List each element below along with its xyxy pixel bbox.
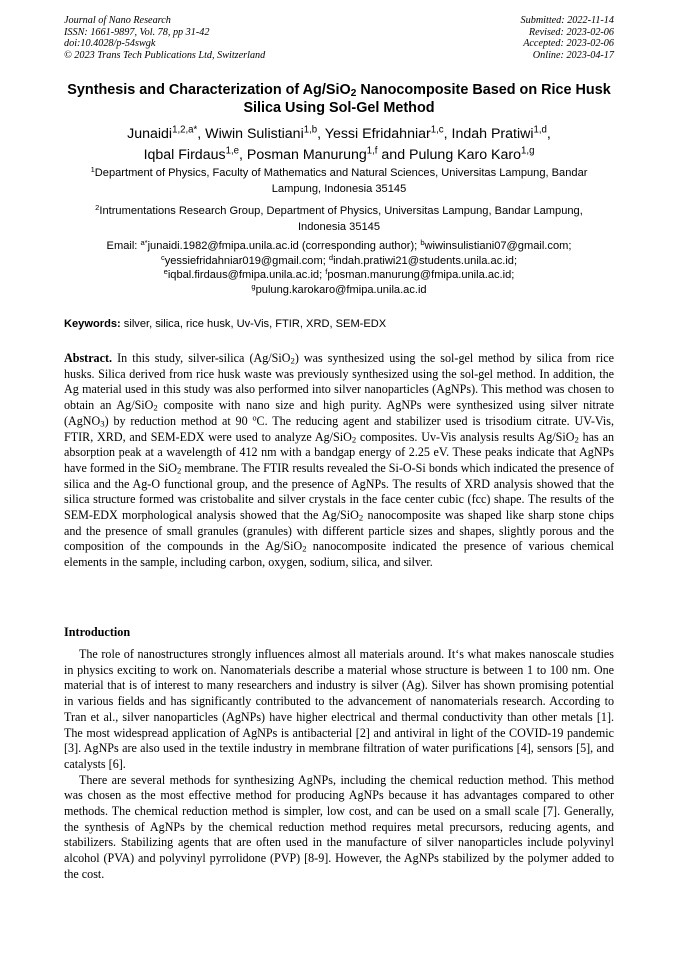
- revised-date: Revised: 2023-02-06: [528, 26, 614, 38]
- email-link[interactable]: pulung.karokaro@fmipa.unila.ac.id: [255, 283, 427, 296]
- accepted-date: Accepted: 2023-02-06: [523, 38, 614, 50]
- email-link[interactable]: posman.manurung@fmipa.unila.ac.id;: [327, 269, 515, 282]
- keywords-label: Keywords:: [64, 318, 121, 330]
- paragraph: There are several methods for synthesizing AgNPs, including the chemical reduction method. This method was chosen as the most effective method for producing AgNPs because it has advantages compared to other methods. The chemical reduction method is simpler, low cost, and can be used on a small scale [7]. Generally, the synthesis of AgNPs by the chemical reduction method requires metal precursors, reducing agents, and stabilizers. Stabilizing agents that are often used in the manufacture of silver nanoparticles include polyvinyl alcohol (PVA) and polyvinyl pyrrolidone (PVP) [8-9]. However, the AgNPs stabilized by the polymer added to the cost.: [64, 772, 614, 881]
- abstract-label: Abstract.: [64, 351, 113, 365]
- email-link[interactable]: iqbal.firdaus@fmipa.unila.ac.id;: [167, 269, 326, 282]
- author-name: Iqbal Firdaus: [143, 147, 226, 163]
- author-name: Pulung Karo Karo: [409, 147, 522, 163]
- journal-name: Journal of Nano Research: [64, 15, 171, 26]
- copyright: © 2023 Trans Tech Publications Ltd, Switzerland: [64, 49, 266, 61]
- doi: doi:10.4028/p-54swgk: [64, 38, 156, 50]
- author-name: Wiwin Sulistiani: [205, 126, 304, 142]
- online-date: Online: 2023-04-17: [532, 49, 614, 61]
- section-heading-introduction: Introduction: [64, 625, 131, 639]
- keywords: [64, 317, 614, 331]
- publication-dates: [521, 15, 614, 61]
- submitted-date: Submitted: 2022-11-14: [520, 15, 614, 26]
- author-name: Junaidi: [127, 126, 173, 142]
- email-link[interactable]: junaidi.1982@fmipa.unila.ac.id (corresponding author);: [147, 240, 421, 252]
- author-name: Indah Pratiwi: [451, 126, 534, 142]
- paragraph: The role of nanostructures strongly influences almost all materials around. It‘s what makes nanoscale studies in physics exciting to work on. Nanomaterials describe a material whose structure is between 1 to 100 nm. One material that is of interest to many researchers and industry is silver (Ag). Silver has shown promising potential in various fields and has significantly contributed to the advancement of nanomaterials research. According to Tran et al., silver nanoparticles (AgNPs) have higher electrical and thermal conductivity than other metals [1]. The most widespread application of AgNPs is antibacterial [2] and antiviral in light of the COVID-19 pandemic [3]. AgNPs are also used in the textile industry in membrane filtration of water purifications [4], sensors [5], and catalysts [6].: [64, 647, 614, 771]
- keywords-text: silver, silica, rice husk, Uv-Vis, FTIR, XRD, SEM-EDX: [120, 318, 387, 330]
- email-link[interactable]: indah.pratiwi21@students.unila.ac.id;: [333, 254, 518, 267]
- introduction-body: [64, 647, 614, 883]
- abstract: Abstract. In this study, silver-silica (Ag/SiO$_2$) was synthesized using the sol-gel method by silica from rice husks. Silica derived from rice husk waste was previously synthesized using the sol-gel method. In addition, the Ag material used in this study was also performed into silver nanoparticles (AgNPs). This method was chosen to obtain an Ag/SiO$_2$ composite with nano size and high purity. AgNPs were synthesized using silver nitrate (AgNO$_3$) by reduction method at 90 $^o$C. The reducing agent and stabilizer used is trisodium citrate. UV-Vis, FTIR, XRD, and SEM-EDX were used to analyze Ag/SiO$_2$ composites. Uv-Vis analysis results Ag/SiO$_2$ has an absorption peak at a wavelength of 412 nm with a bandgap energy of 2.25 eV. These peaks indicate that AgNPs have formed in the SiO$_2$ membrane. The FTIR results revealed the Si-O-Si bonds which indicated the presence of silica and the Ag-O functional group, and the presence of AgNPs. The results of XRD analysis showed that the silica structure formed was cristobalite and silver crystals in the face center cubic (fcc) shape. The results of the SEM-EDX morphological analysis showed that the Ag/SiO$_2$ nanocomposite was shaped like sharp stone chips and the presence of small granules (granules) with different particle sizes and shapes, slightly porous and the composition of the compounds in the Ag/SiO$_2$ nanocomposite indicated the presence of various chemical elements in the sample, including carbon, oxygen, sodium, silica, and silver.: [64, 351, 615, 570]
- paper-title: Synthesis and Characterization of Ag/SiO$_2$ Nanocomposite Based on Rice Husk Silica Using Sol-Gel Method: [67, 82, 611, 116]
- author-name: Posman Manurung: [246, 147, 367, 163]
- issn: ISSN: 1661-9897, Vol. 78, pp 31-42: [64, 26, 210, 38]
- affiliation-1: $^1$Department of Physics, Faculty of Mathematics and Natural Sciences, Universitas Lampung, Bandar Lampung, Indonesia 35145: [90, 164, 588, 195]
- author-name: Yessi Efridahniar: [324, 126, 431, 142]
- journal-info: [64, 15, 265, 61]
- author-emails: Email: $^{a*}$junaidi.1982@fmipa.unila.ac.id (corresponding author); $^b$wiwinsulistiani07@gmail.com; $^c$yessiefridahniar019@gmail.com; $^d$indah.pratiwi21@students.unila.ac.id; $^e$iqbal.firdaus@fmipa.unila.ac.id; $^f$posman.manurung@fmipa.unila.ac.id; $^g$pulung.karokaro@fmipa.unila.ac.id: [106, 237, 572, 296]
- email-link[interactable]: yessiefridahniar019@gmail.com;: [164, 254, 329, 267]
- author-list: Junaidi$^{1,2,a*}$, Wiwin Sulistiani$^{1,b}$, Yessi Efridahniar$^{1,c}$, Indah Pratiwi$^{1,d}$, Iqbal Firdaus$^{1,e}$, Posman Manurung$^{1,f}$ and Pulung Karo Karo$^{1,g}$: [127, 124, 551, 163]
- affiliation-2: $^2$Intrumentations Research Group, Department of Physics, Universitas Lampung, Bandar Lampung, Indonesia 35145: [95, 202, 583, 233]
- email-link[interactable]: wiwinsulistiani07@gmail.com;: [424, 240, 572, 252]
